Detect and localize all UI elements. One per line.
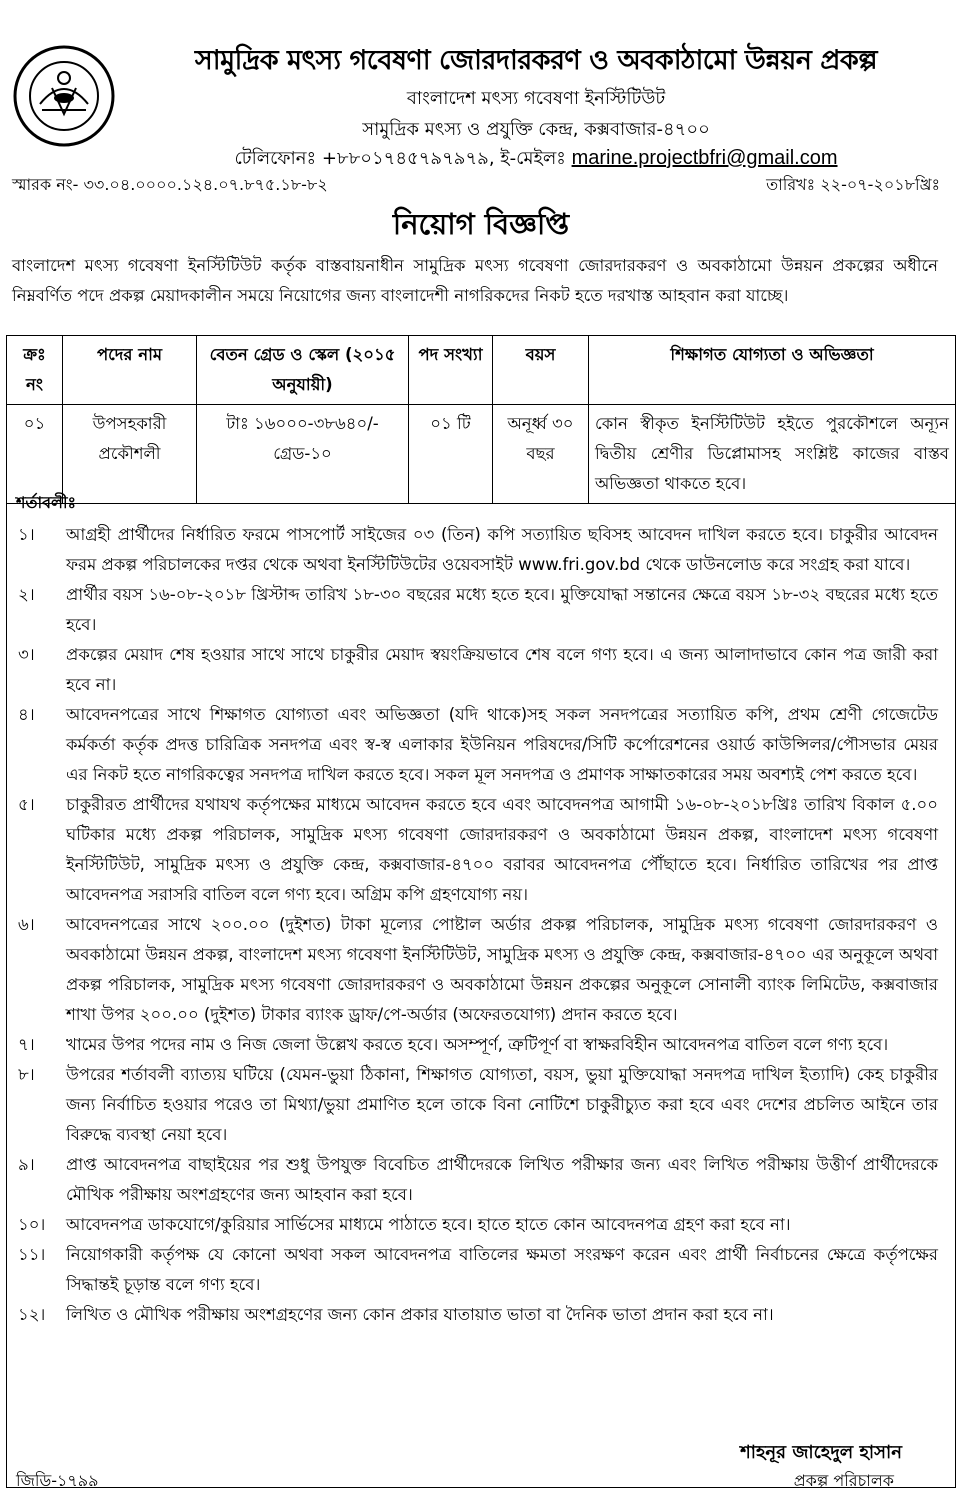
footer-code: জিডি-১৭৯৯	[16, 1471, 99, 1490]
term-number: ১।	[18, 525, 35, 544]
term-text: নিয়োগকারী কর্তৃপক্ষ যে কোনো অথবা সকল আবেদনপত্র বাতিলের ক্ষমতা সংরক্ষণ করেন এবং প্রার্থী নির্বাচনের ক্ষেত্রে কর্তৃপক্ষের সিদ্ধান্তই চূড়ান্ত বলে গণ্য হবে।	[66, 1245, 938, 1294]
term-number: ৪।	[18, 705, 35, 724]
memo-number: স্মারক নং- ৩৩.০৪.০০০০.১২৪.০৭.৮৭৫.১৮-৮২	[12, 175, 328, 194]
intro-paragraph: বাংলাদেশ মৎস্য গবেষণা ইনস্টিটিউট কর্তৃক বাস্তবায়নাধীন সামুদ্রিক মৎস্য গবেষণা জোরদারকরণ ও অবকাঠামো উন্নয়ন প্রকল্পের অধীনে নিম্নবর্ণিত পদে প্রকল্প মেয়াদকালীন সময়ে নিয়োগের জন্য বাংলাদেশী নাগরিকদের নিকট হতে দরখাস্ত আহবান করা যাচ্ছে।	[12, 256, 938, 305]
job-table	[6, 335, 956, 504]
list-item	[6, 1060, 956, 1150]
organization-name: বাংলাদেশ মৎস্য গবেষণা ইনস্টিটিউট	[406, 88, 666, 109]
term-text: প্রকল্পের মেয়াদ শেষ হওয়ার সাথে সাথে চাকুরীর মেয়াদ স্বয়ংক্রিয়ভাবে শেষ বলে গণ্য হবে। এ জন্য আলাদাভাবে কোন পত্র জারী করা হবে না।	[66, 645, 938, 694]
list-item	[6, 1240, 956, 1300]
term-text: প্রার্থীর বয়স ১৬-০৮-২০১৮ খ্রিস্টাব্দ তারিখ ১৮-৩০ বছরের মধ্যে হতে হবে। মুক্তিযোদ্ধা সন্তানের ক্ষেত্রে বয়স ১৮-৩২ বছরের মধ্যে হতে হবে।	[66, 585, 938, 634]
recruitment-notice-page	[6, 4, 956, 1488]
term-text: আবেদনপত্রের সাথে শিক্ষাগত যোগ্যতা এবং অভিজ্ঞতা (যদি থাকে)সহ সকল সনদপত্রের সত্যায়িত কপি, প্রথম শ্রেণী গেজেটেড কর্মকর্তা কর্তৃক প্রদত্ত চারিত্রিক সনদপত্র এবং স্ব-স্ব এলাকার ইউনিয়ন পরিষদের/সিটি কর্পোরেশনের ওয়ার্ড কাউন্সিলর/পৌসভার মেয়র এর নিকট হতে নাগরিকত্বের সনদপত্র দাখিল করতে হবে। সকল মূল সনদপত্র ও প্রমাণক সাক্ষাতকারের সময় অবশ্যই পেশ করতে হবে।	[66, 705, 938, 784]
cell-age: অনূর্ধ্ব ৩০ বছর	[493, 405, 589, 504]
letterhead	[6, 4, 956, 169]
email-link[interactable]: marine.projectbfri@gmail.com	[571, 147, 838, 169]
list-item	[6, 1210, 956, 1240]
signatory-title: প্রকল্প পরিচালক	[793, 1471, 894, 1490]
term-number: ১০।	[18, 1215, 46, 1234]
table-header-row	[7, 336, 956, 405]
list-item	[6, 910, 956, 1030]
term-number: ১১।	[18, 1245, 46, 1264]
term-text: আবেদনপত্র ডাকযোগে/কুরিয়ার সার্ভিসের মাধ্যমে পাঠাতে হবে। হাতে হাতে কোন আবেদনপত্র গ্রহণ করা হবে না।	[66, 1215, 791, 1234]
term-text: উপরের শর্তাবলী ব্যাত্যয় ঘটিয়ে (যেমন-ভুয়া ঠিকানা, শিক্ষাগত যোগ্যতা, বয়স, ভুয়া মুক্তিযোদ্ধা সনদপত্র দাখিল ইত্যাদি) কেহ চাকুরীর জন্য নির্বাচিত হওয়ার পরেও তা মিথ্যা/ভুয়া প্রমাণিত হলে তাকে বিনা নোটিশে চাকুরীচ্যুত করা হবে এবং দেশের প্রচলিত আইনে তার বিরুদ্ধে ব্যবস্থা নেয়া হবে।	[66, 1065, 938, 1144]
list-item	[6, 1150, 956, 1210]
list-item	[6, 790, 956, 910]
terms-list	[6, 520, 956, 1330]
contact-line	[116, 144, 956, 175]
term-number: ২।	[18, 585, 35, 604]
term-number: ৭।	[18, 1035, 35, 1054]
term-number: ১২।	[18, 1305, 46, 1324]
signatory-name: শাহনূর জাহেদুল হাসান	[740, 1442, 902, 1463]
term-text: আগ্রহী প্রার্থীদের নির্ধারিত ফরমে পাসপোর্ট সাইজের ০৩ (তিন) কপি সত্যায়িত ছবিসহ আবেদন দাখিল করতে হবে। চাকুরীর আবেদন ফরম প্রকল্প পরিচালকের দপ্তর থেকে অথবা ইনস্টিটিউটের ওয়েবসাইট www.fri.gov.bd থেকে ডাউনলোড করে সংগ্রহ করা যাবে।	[66, 525, 938, 574]
term-text: প্রাপ্ত আবেদনপত্র বাছাইয়ের পর শুধু উপযুক্ত বিবেচিত প্রার্থীদেরকে লিখিত পরীক্ষার জন্য এবং লিখিত পরীক্ষায় উত্তীর্ণ প্রার্থীদেরকে মৌখিক পরীক্ষায় অংশগ্রহণের জন্য আহবান করা হবে।	[66, 1155, 938, 1204]
column-header: ক্রঃ নং	[7, 336, 63, 405]
bfri-logo-icon	[12, 44, 116, 148]
column-header: শিক্ষাগত যোগ্যতা ও অভিজ্ঞতা	[589, 336, 956, 405]
term-text: খামের উপর পদের নাম ও নিজ জেলা উল্লেখ করতে হবে। অসম্পূর্ণ, ত্রুটিপূর্ণ বা স্বাক্ষরবিহীন আবেদনপত্র বাতিল বলে গণ্য হবে।	[66, 1035, 889, 1054]
memo-date: তারিখঃ ২২-০৭-২০১৮খ্রিঃ	[766, 175, 940, 194]
term-number: ৫।	[18, 795, 35, 814]
cell-serial: ০১	[7, 405, 63, 504]
term-number: ৬।	[18, 915, 35, 934]
term-text: আবেদনপত্রের সাথে ২০০.০০ (দুইশত) টাকা মূল্যের পোষ্টাল অর্ডার প্রকল্প পরিচালক, সামুদ্রিক মৎস্য গবেষণা জোরদারকরণ ও অবকাঠামো উন্নয়ন প্রকল্প, বাংলাদেশ মৎস্য গবেষণা ইনস্টিটিউট, সামুদ্রিক মৎস্য ও প্রযুক্তি কেন্দ্র, কক্সবাজার-৪৭০০ এর অনুকূলে অথবা প্রকল্প পরিচালক, সামুদ্রিক মৎস্য গবেষণা জোরদারকরণ ও অবকাঠামো উন্নয়ন প্রকল্পের অনুকূলে সোনালী ব্যাংক লিমিটেড, কক্সবাজার শাখা উপর ২০০.০০ (দুইশত) টাকার ব্যাংক ড্রাফ/পে-অর্ডার (অফেরতযোগ্য) প্রদান করতে হবে।	[66, 915, 938, 1024]
column-header: বয়স	[493, 336, 589, 405]
column-header: পদের নাম	[63, 336, 197, 405]
list-item	[6, 700, 956, 790]
notice-title: নিয়োগ বিজ্ঞপ্তি	[392, 207, 570, 241]
list-item	[6, 520, 956, 580]
column-header: পদ সংখ্যা	[409, 336, 493, 405]
cell-qualification: কোন স্বীকৃত ইনস্টিটিউট হইতে পুরকৌশলে অন্যূন দ্বিতীয় শ্রেণীর ডিপ্লোমাসহ সংশ্লিষ্ট কাজের বাস্তব অভিজ্ঞতা থাকতে হবে।	[589, 405, 956, 504]
term-text: লিখিত ও মৌখিক পরীক্ষায় অংশগ্রহণের জন্য কোন প্রকার যাতায়াত ভাতা বা দৈনিক ভাতা প্রদান করা হবে না।	[66, 1305, 774, 1324]
list-item	[6, 1300, 956, 1330]
phone-text: টেলিফোনঃ +৮৮০১৭৪৫৭৯৭৯৭৯, ই-মেইলঃ	[234, 148, 566, 169]
term-number: ৩।	[18, 645, 35, 664]
term-number: ৮।	[18, 1065, 35, 1084]
cell-count: ০১ টি	[409, 405, 493, 504]
term-number: ৯।	[18, 1155, 35, 1174]
list-item	[6, 640, 956, 700]
list-item	[6, 1030, 956, 1060]
terms-heading: শর্তাবলীঃ	[16, 493, 77, 512]
column-header: বেতন গ্রেড ও স্কেল (২০১৫ অনুযায়ী)	[197, 336, 409, 405]
list-item	[6, 580, 956, 640]
cell-scale: টাঃ ১৬০০০-৩৮৬৪০/- গ্রেড-১০	[197, 405, 409, 504]
term-text: চাকুরীরত প্রার্থীদের যথাযথ কর্তৃপক্ষের মাধ্যমে আবেদন করতে হবে এবং আবেদনপত্র আগামী ১৬-০৮-২০১৮খ্রিঃ তারিখ বিকাল ৫.০০ ঘটিকার মধ্যে প্রকল্প পরিচালক, সামুদ্রিক মৎস্য গবেষণা জোরদারকরণ ও অবকাঠামো উন্নয়ন প্রকল্প, বাংলাদেশ মৎস্য গবেষণা ইনস্টিটিউট, সামুদ্রিক মৎস্য ও প্রযুক্তি কেন্দ্র, কক্সবাজার-৪৭০০ বরাবর আবেদনপত্র পৌঁছাতে হবে। নির্ধারিত তারিখের পর প্রাপ্ত আবেদনপত্র সরাসরি বাতিল বলে গণ্য হবে। অগ্রিম কপি গ্রহণযোগ্য নয়।	[66, 795, 938, 904]
project-title: সামুদ্রিক মৎস্য গবেষণা জোরদারকরণ ও অবকাঠামো উন্নয়ন প্রকল্প	[194, 45, 878, 76]
address: সামুদ্রিক মৎস্য ও প্রযুক্তি কেন্দ্র, কক্সবাজার-৪৭০০	[362, 119, 710, 140]
cell-post: উপসহকারী প্রকৌশলী	[63, 405, 197, 504]
